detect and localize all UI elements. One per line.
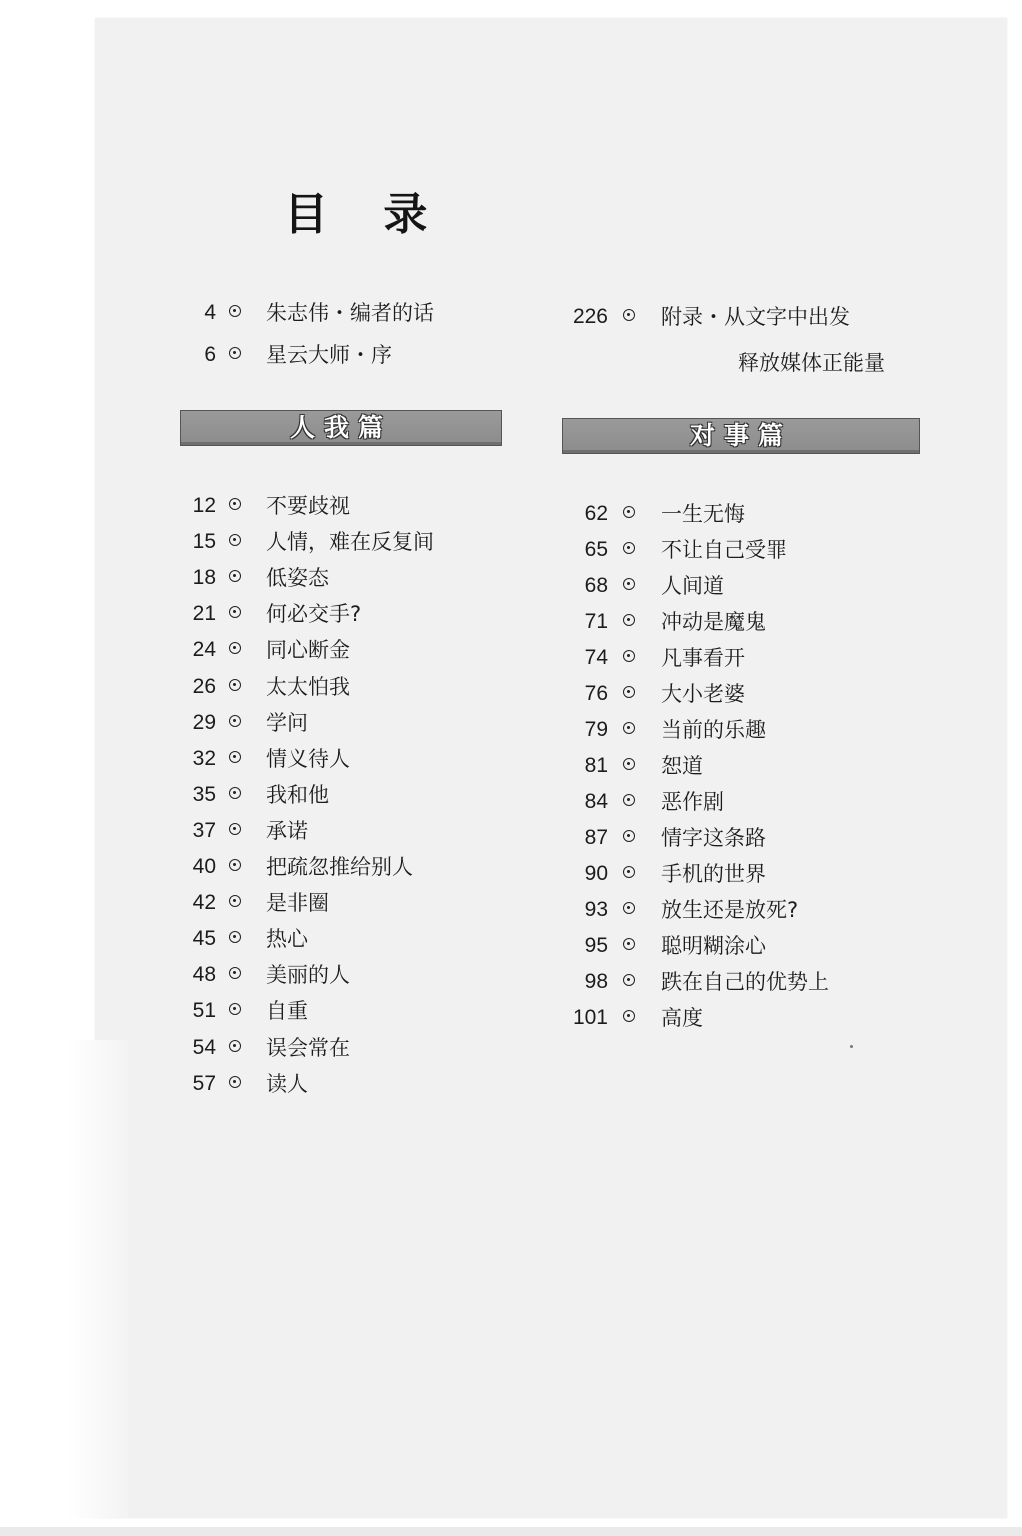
bullet-icon <box>623 578 635 590</box>
page-number: 4 <box>204 301 216 324</box>
entry-title: 恶作剧 <box>661 790 724 814</box>
page-number: 90 <box>584 862 608 885</box>
entry-title: 不要歧视 <box>266 494 350 518</box>
page-number: 45 <box>192 927 216 951</box>
page-number: 42 <box>192 891 216 915</box>
page-number: 48 <box>192 963 216 987</box>
bullet-icon <box>229 305 241 317</box>
bullet-icon <box>623 974 635 986</box>
entry-title: 恕道 <box>661 754 703 778</box>
entry-title: 冲动是魔鬼 <box>661 610 766 634</box>
page-number: 65 <box>584 538 608 561</box>
page-number: 51 <box>192 999 216 1023</box>
page-number: 226 <box>572 305 608 328</box>
page-number: 68 <box>584 574 608 597</box>
bullet-icon <box>623 722 635 734</box>
bullet-icon <box>229 895 241 907</box>
page-number: 87 <box>584 826 608 849</box>
entry-title: 何必交手? <box>266 602 362 627</box>
bullet-icon <box>623 1010 635 1022</box>
entry-title: 低姿态 <box>266 566 329 591</box>
page-number: 93 <box>584 898 608 921</box>
page-number: 26 <box>192 674 216 698</box>
page-number: 32 <box>192 746 216 770</box>
entry-title: 聪明糊涂心 <box>661 934 766 958</box>
entry-title: 朱志伟・编者的话 <box>266 301 434 325</box>
bullet-icon <box>229 787 241 799</box>
bullet-icon <box>623 542 635 554</box>
entry-title: 大小老婆 <box>661 682 745 706</box>
entry-title: 星云大师・序 <box>266 343 392 367</box>
bullet-icon <box>229 534 241 546</box>
bullet-icon <box>229 1040 241 1052</box>
entry-title: 太太怕我 <box>266 674 350 699</box>
bullet-icon <box>623 309 635 321</box>
entry-title: 情义待人 <box>266 746 350 771</box>
entry-title: 我和他 <box>266 782 329 807</box>
bullet-icon <box>229 823 241 835</box>
page-number: 74 <box>584 646 608 669</box>
entry-title: 学问 <box>266 710 308 735</box>
page-number: 84 <box>584 790 608 813</box>
bullet-icon <box>623 866 635 878</box>
page-number: 81 <box>584 754 608 777</box>
entry-title: 热心 <box>266 927 308 952</box>
page-number: 98 <box>584 970 608 993</box>
section-banner-renwo: 人我篇 <box>180 410 502 446</box>
bullet-icon <box>623 902 635 914</box>
bullet-icon <box>623 830 635 842</box>
appendix-title-continued: 释放媒体正能量 <box>738 351 885 375</box>
entry-title: 把疏忽推给别人 <box>266 855 413 879</box>
entry-title: 放生还是放死? <box>661 898 799 922</box>
entry-title: 误会常在 <box>266 1035 350 1060</box>
bullet-icon <box>623 506 635 518</box>
entry-title: 凡事看开 <box>661 646 745 670</box>
page-number: 12 <box>192 494 216 517</box>
entry-title: 承诺 <box>266 818 308 843</box>
bullet-icon <box>623 758 635 770</box>
page-number: 35 <box>192 782 216 806</box>
page-number: 101 <box>572 1006 608 1029</box>
bullet-icon <box>229 1076 241 1088</box>
bullet-icon <box>623 794 635 806</box>
entry-title: 人情，难在反复间 <box>266 530 434 555</box>
page-number: 21 <box>192 602 216 626</box>
bullet-icon <box>623 650 635 662</box>
page-number: 76 <box>584 682 608 705</box>
entry-title: 跌在自己的优势上 <box>661 970 829 994</box>
entry-title: 是非圈 <box>266 891 329 916</box>
entry-title: 人间道 <box>661 574 724 598</box>
bullet-icon <box>229 347 241 359</box>
bullet-icon <box>623 614 635 626</box>
entry-title: 当前的乐趣 <box>661 718 766 742</box>
entry-title: 不让自己受罪 <box>661 538 787 562</box>
toc-title: 目 录 <box>284 189 448 240</box>
page-number: 62 <box>584 502 608 525</box>
page-number: 95 <box>584 934 608 957</box>
section-banner-duishi: 对事篇 <box>562 418 920 454</box>
bullet-icon <box>623 686 635 698</box>
page-number: 71 <box>584 610 608 633</box>
page-number: 29 <box>192 710 216 734</box>
entry-title: 一生无悔 <box>661 502 745 526</box>
bullet-icon <box>229 859 241 871</box>
page-number: 6 <box>204 343 216 366</box>
entry-title: 同心断金 <box>266 638 350 663</box>
page-number: 15 <box>192 530 216 554</box>
scan-bottom-edge <box>0 1527 1022 1536</box>
entry-title: 自重 <box>266 999 308 1024</box>
bullet-icon <box>623 938 635 950</box>
page-number: 57 <box>192 1071 216 1095</box>
page-number: 40 <box>192 855 216 878</box>
entry-title: 情字这条路 <box>661 826 766 850</box>
entry-title: 手机的世界 <box>661 862 766 886</box>
entry-title: 附录・从文字中出发 <box>661 305 850 329</box>
page-number: 54 <box>192 1035 216 1059</box>
page-number: 37 <box>192 818 216 842</box>
page-number: 79 <box>584 718 608 741</box>
bullet-icon <box>229 498 241 510</box>
page-number: 18 <box>192 566 216 590</box>
bullet-icon <box>229 679 241 691</box>
bullet-icon <box>229 751 241 763</box>
page-fold-shadow <box>68 1040 128 1518</box>
page-number: 24 <box>192 638 216 662</box>
entry-title: 读人 <box>266 1071 308 1096</box>
entry-title: 高度 <box>661 1006 703 1030</box>
speck-mark <box>850 1045 853 1048</box>
bullet-icon <box>229 715 241 727</box>
entry-title: 美丽的人 <box>266 963 350 988</box>
